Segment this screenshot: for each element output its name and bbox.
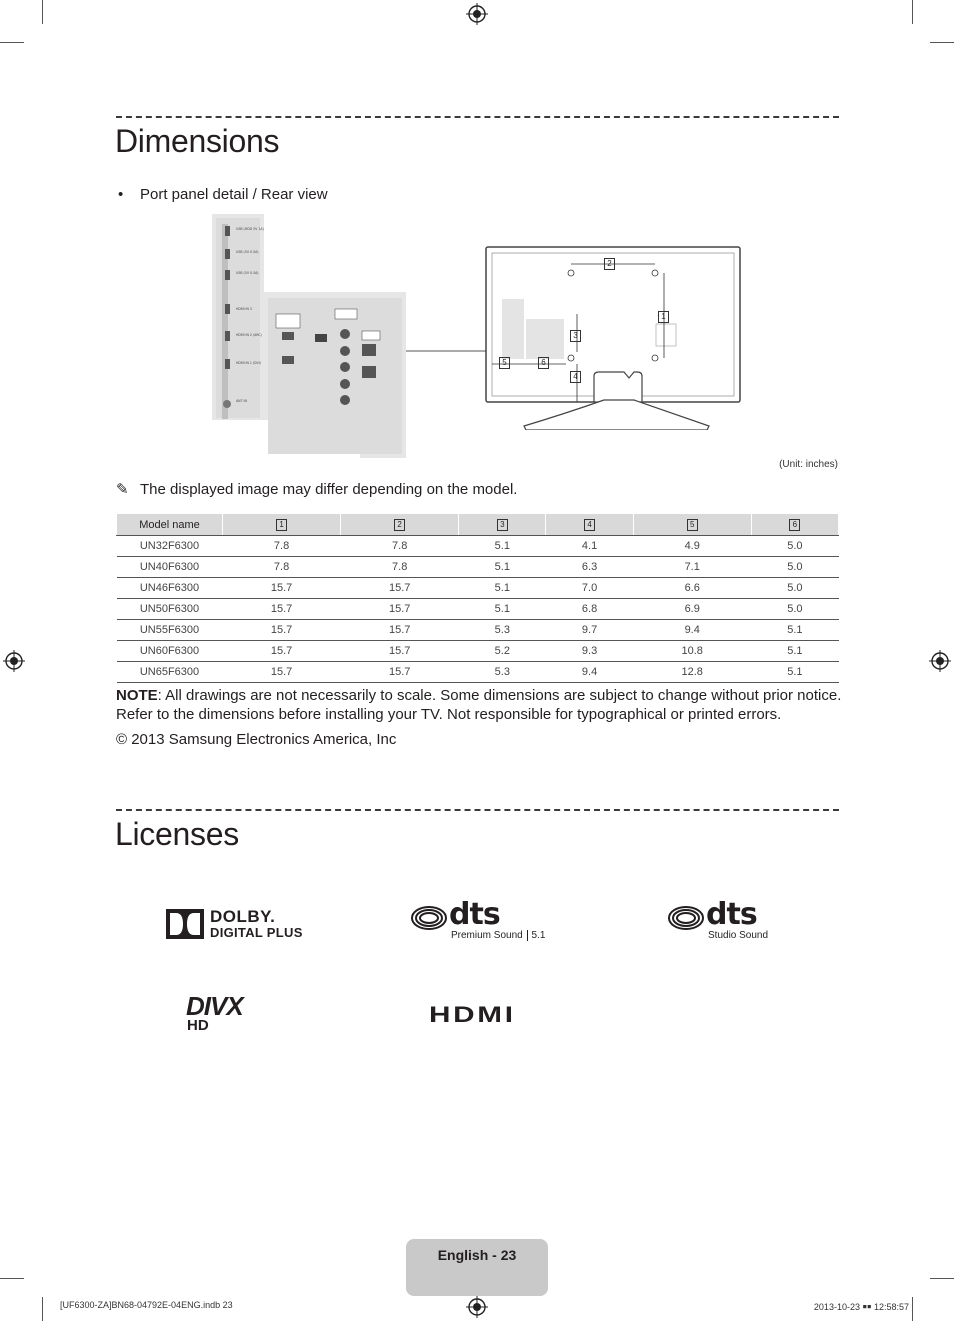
dts-wave-icon — [411, 905, 447, 931]
table-cell: 7.1 — [633, 557, 751, 578]
table-header: 1 — [223, 514, 341, 536]
dts-premium-logo — [411, 897, 546, 945]
registration-mark-icon — [3, 650, 25, 672]
divx-wordmark: DIVX — [186, 991, 243, 1021]
table-row — [117, 536, 839, 557]
crop-mark — [930, 42, 954, 43]
table-cell: 15.7 — [223, 641, 341, 662]
registration-mark-icon — [466, 3, 488, 25]
table-cell: 9.7 — [546, 620, 633, 641]
table-header: 6 — [751, 514, 838, 536]
dimensions-title: Dimensions — [115, 123, 280, 159]
page-number-tab — [406, 1239, 548, 1296]
svg-text:USB (5V 0.5A): USB (5V 0.5A) — [236, 271, 259, 275]
dolby-logo — [166, 907, 308, 941]
table-cell: UN32F6300 — [117, 536, 223, 557]
pencil-icon: ✎ — [116, 481, 129, 498]
dts-wave-icon — [668, 905, 704, 931]
svg-text:ANT IN: ANT IN — [236, 399, 247, 403]
table-cell: 10.8 — [633, 641, 751, 662]
table-cell: 5.0 — [751, 578, 838, 599]
table-header: 5 — [633, 514, 751, 536]
table-header-row — [117, 514, 839, 536]
table-row — [117, 641, 839, 662]
table-cell: 7.8 — [223, 536, 341, 557]
crop-mark — [0, 1278, 24, 1279]
copyright-text: © 2013 Samsung Electronics America, Inc — [116, 731, 397, 748]
table-cell: 12.8 — [633, 662, 751, 683]
table-cell: 15.7 — [223, 599, 341, 620]
dimension-marker-1: 1 — [658, 311, 669, 323]
crop-mark — [42, 1297, 43, 1321]
unit-note: (Unit: inches) — [779, 459, 838, 470]
table-row — [117, 662, 839, 683]
page-number: English - 23 — [437, 1247, 517, 1263]
crop-mark — [0, 42, 24, 43]
section-divider — [116, 116, 839, 118]
table-cell: 4.1 — [546, 536, 633, 557]
differ-note — [116, 480, 517, 498]
differ-note-text: The displayed image may differ depending on the model. — [140, 481, 518, 498]
crop-mark — [930, 1278, 954, 1279]
table-header-model: Model name — [117, 514, 223, 536]
table-cell: 5.1 — [459, 578, 546, 599]
dimension-marker-6: 6 — [538, 357, 549, 369]
dimension-marker-4: 4 — [570, 371, 581, 383]
table-row — [117, 599, 839, 620]
table-cell: 15.7 — [341, 662, 459, 683]
port-panel-diagram — [212, 214, 408, 460]
dts-wordmark: dts — [449, 897, 500, 932]
table-cell: 15.7 — [223, 662, 341, 683]
svg-text:HDMI IN 1 (DVI): HDMI IN 1 (DVI) — [236, 361, 261, 365]
table-cell: 7.8 — [223, 557, 341, 578]
table-cell: 6.8 — [546, 599, 633, 620]
table-cell: 15.7 — [341, 620, 459, 641]
svg-text:HDMI IN 3: HDMI IN 3 — [236, 307, 252, 311]
table-cell: 5.1 — [751, 662, 838, 683]
bullet-text: Port panel detail / Rear view — [140, 186, 328, 203]
crop-mark — [912, 0, 913, 24]
table-cell: 5.1 — [459, 536, 546, 557]
registration-mark-icon — [466, 1296, 488, 1318]
table-cell: UN40F6300 — [117, 557, 223, 578]
divx-hd-text: HD — [187, 1017, 209, 1034]
table-cell: 6.3 — [546, 557, 633, 578]
table-cell: 5.0 — [751, 557, 838, 578]
table-cell: 7.8 — [341, 536, 459, 557]
note-paragraph — [116, 686, 851, 724]
table-cell: 7.8 — [341, 557, 459, 578]
note-text: : All drawings are not necessarily to scale. Some dimensions are subject to change without prior notice. Refer to the dimensions before installing your TV. Not responsible for typographical or printed errors. — [116, 687, 842, 723]
table-cell: 15.7 — [341, 578, 459, 599]
table-cell: 15.7 — [341, 641, 459, 662]
table-header: 3 — [459, 514, 546, 536]
table-header: 4 — [546, 514, 633, 536]
dolby-double-d-icon — [166, 909, 204, 939]
dolby-wordmark: DOLBY. — [210, 907, 276, 926]
dolby-subtitle: DIGITAL PLUS — [210, 925, 303, 940]
table-cell: 5.0 — [751, 536, 838, 557]
table-cell: UN55F6300 — [117, 620, 223, 641]
table-cell: UN50F6300 — [117, 599, 223, 620]
table-cell: UN65F6300 — [117, 662, 223, 683]
table-cell: 5.1 — [751, 641, 838, 662]
table-row — [117, 557, 839, 578]
table-cell: 15.7 — [223, 578, 341, 599]
table-cell: 6.6 — [633, 578, 751, 599]
table-row — [117, 620, 839, 641]
dimension-marker-3: 3 — [570, 330, 581, 342]
table-cell: 9.4 — [633, 620, 751, 641]
svg-text:USB (HDD 5V 1A): USB (HDD 5V 1A) — [236, 227, 264, 231]
table-cell: UN60F6300 — [117, 641, 223, 662]
registration-mark-icon — [929, 650, 951, 672]
table-cell: 15.7 — [223, 620, 341, 641]
hdmi-logo: HDMI — [429, 1002, 516, 1027]
table-cell: 5.1 — [459, 557, 546, 578]
bullet-item: • Port panel detail / Rear view — [118, 186, 328, 203]
dimension-marker-5: 5 — [499, 357, 510, 369]
dts-studio-logo — [668, 897, 773, 945]
table-cell: 5.2 — [459, 641, 546, 662]
divx-hd-logo — [186, 991, 286, 1037]
table-cell: 9.4 — [546, 662, 633, 683]
table-cell: 9.3 — [546, 641, 633, 662]
table-cell: 5.0 — [751, 599, 838, 620]
table-cell: 6.9 — [633, 599, 751, 620]
dimension-marker-2: 2 — [604, 258, 615, 270]
table-cell: 15.7 — [341, 599, 459, 620]
table-cell: 5.3 — [459, 620, 546, 641]
note-label: NOTE — [116, 687, 158, 704]
table-header: 2 — [341, 514, 459, 536]
dts-studio-text: Studio Sound — [708, 930, 769, 941]
table-cell: 5.3 — [459, 662, 546, 683]
crop-mark — [912, 1297, 913, 1321]
svg-text:USB (5V 0.5A): USB (5V 0.5A) — [236, 250, 259, 254]
table-cell: 5.1 — [751, 620, 838, 641]
table-row — [117, 578, 839, 599]
svg-text:HDMI IN 2 (ARC): HDMI IN 2 (ARC) — [236, 333, 262, 337]
table-cell: UN46F6300 — [117, 578, 223, 599]
dts-wordmark: dts — [706, 897, 757, 932]
print-timestamp: 2013-10-23 ￭￭ 12:58:57 — [813, 1302, 909, 1312]
table-cell: 5.1 — [459, 599, 546, 620]
table-cell: 7.0 — [546, 578, 633, 599]
licenses-title: Licenses — [115, 816, 239, 852]
table-cell: 4.9 — [633, 536, 751, 557]
section-divider — [116, 809, 839, 811]
crop-mark — [42, 0, 43, 24]
dts-premium-text: Premium Sound 5.1 — [451, 930, 546, 941]
dimensions-table — [116, 514, 839, 683]
file-name: [UF6300-ZA]BN68-04792E-04ENG.indb 23 — [60, 1300, 233, 1310]
